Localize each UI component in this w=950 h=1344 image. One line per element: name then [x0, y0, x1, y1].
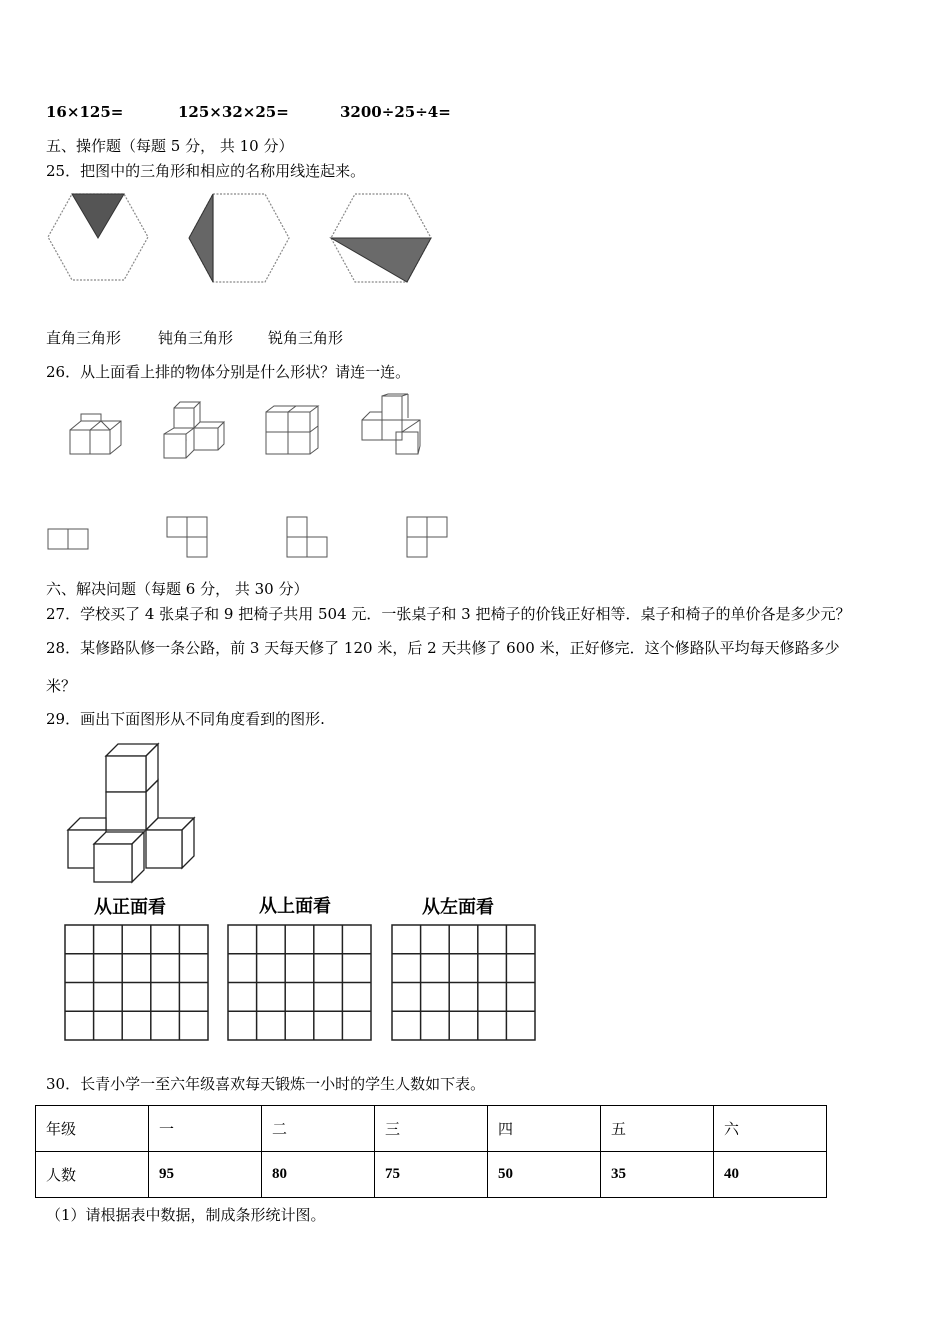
- top-view-1: [47, 528, 91, 552]
- table-cell-count: 75: [375, 1152, 488, 1198]
- calc-1: 16×125=: [46, 103, 124, 121]
- grid-front-view: [64, 924, 210, 1042]
- grid-top-view: [227, 924, 373, 1042]
- table-cell-count: 35: [601, 1152, 714, 1198]
- table-cell-grade: 五: [601, 1106, 714, 1152]
- view-label-front: 从正面看: [94, 897, 166, 918]
- view-label-top: 从上面看: [259, 896, 331, 917]
- calc-2: 125×32×25=: [178, 103, 289, 121]
- hexagon-figure-1: [47, 193, 149, 281]
- table-cell-grade: 二: [262, 1106, 375, 1152]
- question-28-line-2: 米？: [46, 677, 77, 695]
- question-29: 29．画出下面图形从不同角度看到的图形.: [46, 710, 325, 728]
- table-cell-count: 95: [149, 1152, 262, 1198]
- view-label-left: 从左面看: [422, 897, 494, 918]
- triangle-name-obtuse: 钝角三角形: [158, 329, 234, 347]
- table-header-grade: 年级: [36, 1106, 149, 1152]
- question-30-sub-1: （1）请根据表中数据，制成条形统计图。: [46, 1206, 326, 1224]
- top-view-3: [286, 516, 332, 562]
- calc-3: 3200÷25÷4=: [340, 103, 451, 121]
- cube-stack-figure: [64, 742, 200, 886]
- question-30: 30．长青小学一至六年级喜欢每天锻炼一小时的学生人数如下表。: [46, 1075, 486, 1093]
- section-5-title: 五、操作题（每题 5 分， 共 10 分）: [46, 137, 294, 155]
- cube-object-1: [68, 412, 124, 458]
- top-view-2: [166, 516, 212, 562]
- section-6-title: 六、解决问题（每题 6 分， 共 30 分）: [46, 580, 309, 598]
- cube-object-3: [264, 404, 322, 458]
- question-26: 26．从上面看上排的物体分别是什么形状？请连一连。: [46, 363, 411, 381]
- table-cell-grade: 四: [488, 1106, 601, 1152]
- question-27: 27．学校买了 4 张桌子和 9 把椅子共用 504 元．一张桌子和 3 把椅子的价钱正好相等．桌子和椅子的单价各是多少元？: [46, 605, 851, 623]
- table-cell-count: 50: [488, 1152, 601, 1198]
- table-row-counts: [36, 1152, 827, 1198]
- grid-left-view: [391, 924, 537, 1042]
- table-cell-grade: 六: [714, 1106, 827, 1152]
- question-28-line-1: 28．某修路队修一条公路，前 3 天每天修了 120 米，后 2 天共修了 600 米，正好修完．这个修路队平均每天修路多少: [46, 639, 840, 657]
- students-table: [35, 1105, 827, 1198]
- cube-object-2: [160, 400, 228, 462]
- table-cell-count: 40: [714, 1152, 827, 1198]
- triangle-name-right: 直角三角形: [46, 329, 122, 347]
- hexagon-figure-2: [188, 193, 290, 283]
- table-header-count: 人数: [36, 1152, 149, 1198]
- cube-object-4: [358, 394, 424, 458]
- triangle-name-acute: 锐角三角形: [268, 329, 344, 347]
- hexagon-figure-3: [330, 193, 432, 283]
- question-25: 25．把图中的三角形和相应的名称用线连起来。: [46, 162, 366, 180]
- table-row-grades: [36, 1106, 827, 1152]
- top-view-4: [406, 516, 452, 562]
- table-cell-count: 80: [262, 1152, 375, 1198]
- table-cell-grade: 三: [375, 1106, 488, 1152]
- table-cell-grade: 一: [149, 1106, 262, 1152]
